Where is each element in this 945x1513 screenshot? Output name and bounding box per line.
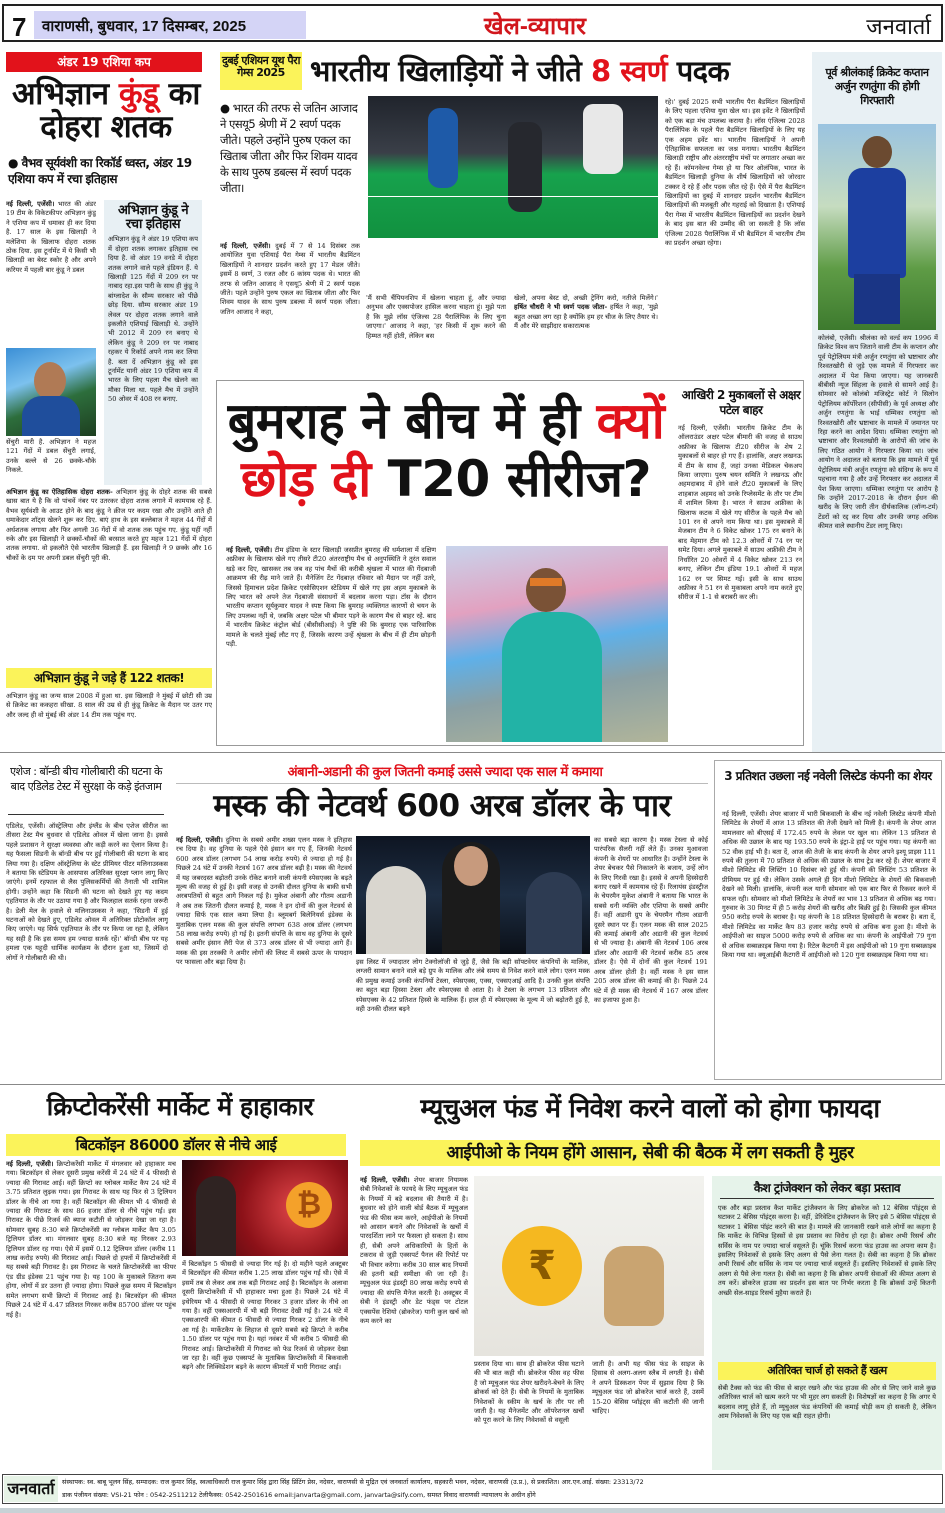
money-bag-icon (604, 1246, 664, 1326)
kundu-sidebar-body: अभिज्ञान कुंडू ने अंडर 19 एशिया कप में दोहरा शतक लगाकर इतिहास रच दिया है. वो अंडर 19 वनडे में दोहरा शतक लगाने वाले पहले इंडियन हैं. ये खिलाड़ी 125 गेंदों में 209 रन पर नाबाद रहा.इस पारी के साथ ही कुंडू ने बांग्लादेश के सौम्य सरकार को पीछे छोड़ दिया. सौम्य सरकार अंडर 19 लेवल पर दोहरा शतक लगाने वाले इकलौते एशियाई खिलाड़ी थे. उन्होंने भी 2012 में 209 रन बनाए थे लेकिन कुंडू ने 209 रन पर नाबाद रहकर ये रिकॉर्ड अपने नाम कर लिया है. बता दें अभिज्ञान कुंडू को इस टूर्नामेंट यानी अंडर 19 एशिया कप में भारत के लिए पहला मैच खेलने का मौका मिला था. पहले मैच में उन्होंने 50 ओवर में 408 रन बनाए. (108, 235, 198, 404)
mf-photo (474, 1176, 704, 1356)
mf-box-body: एक और बड़ा प्रस्ताव कैश मार्केट ट्रांजैक्शन के लिए ब्रोकरेज को 12 बेसिस पॉइंट्स से घटाकर 2 बेसिस पॉइंट्स करना है। वहीं, डेरिवेटिव ट्रांजैक्शन के लिए इसे 5 बेसिस पॉइंट्स से घटाकर 1 बेसिस पॉइंट करने की बात है। मामले की जानकारी रखने वाले लोगों का कहना है कि मार्केट के विभिन्न हिस्सों से इस प्रस्ताव का विरोध हो रहा है। ब्रोकर अभी रिसर्च और सर्विस के नाम पर ज्यादा चार्ज वसूलते हैं। चूंकि रिसर्च करना फंड हाउस का अपना काम है। इसलिए निवेशकों से इसके लिए अलग से पैसे लेना गलत है। सेबी का कहना है कि ब्रोकर अभी रिसर्च और सर्विस के नाम पर ज्यादा चार्ज वसूलते हैं। इसलिए निवेशकों से इसके लिए अलग से पैसे लेना गलत है। सेबी का कहना है कि ब्रोकर अपनी सेवाओं की कीमत अलग से तय करें। ब्रोकरेज हाउस का प्रदर्शन इस बात पर निर्भर करता है कि ब्रोकर्स उन्हें कितनी अच्छी सेल-साइड रिसर्च मुहैया कराते हैं। (718, 1204, 936, 1297)
musk-photo (356, 836, 590, 954)
mf-box-title: कैश ट्रांजेक्शन को लेकर बड़ा प्रस्ताव (753, 1181, 901, 1195)
kundu-sidebar (104, 200, 202, 485)
paper-name: जनवार्ता (866, 14, 931, 39)
para-bullet: ● भारत की तरफ से जतिन आजाद ने एसयू5 श्रेणी में 2 स्वर्ण पदक जीते। पहले उन्होंने पुरुष एकल का खिताब जीता और फिर शिवम यादव के साथ पुरुष डबल्स में स्वर्ण पदक जीता। (220, 101, 358, 195)
footer-logo: जनवार्ता (4, 1476, 58, 1502)
ranatunga-body: कोलंबो, एजेंसी। श्रीलंका को वर्ल्ड कप 1996 में क्रिकेट विश्व कप जिताने वाली टीम के कप्तान और पूर्व पेट्रोलियम मंत्री अर्जुन रणतुंगा को भ्रष्टाचार और रिश्वतखोरी से जुड़े एक मामले में गिरफ्तार कर अदालत में पेश किया जाएगा। यह जानकारी बीबीसी न्यूज सिंहला के हवाले से सामने आई है। सोमवार को कोलंबो मजिस्ट्रेट कोर्ट ने सिलोन पेट्रोलियम कॉर्पोरेशन (सीपीसी) के पूर्व अध्यक्ष और अर्जुन रणतुंगा के भाई धम्मिका रणतुंगा को रिश्वतखोरी और भ्रष्टाचार के मामले में जमानत पर रिहा करने का आदेश दिया। धम्मिका रणतुंगा को भ्रष्टाचार और रिश्वतखोरी के आरोपों की जांच के लिए गठित आयोग ने गिरफ्तार किया था। जांच आयोग ने अदालत को बताया कि इस मामले में पूर्व पेट्रोलियम मंत्री अर्जुन रणतुंगा को संदिग्ध के रूप में पहचाना गया है और उन्हें गिरफ्तार कर अदालत में पेश किया जाएगा। धम्मिका रणतुंगा पर आरोप है कि उन्होंने 2017-2018 के दौरान ईंधन की खरीद के लिए जारी तीन दीर्घकालिक (लॉन्ग-टर्म) टेंडरों को रद्द कर दिया और उनकी जगह अधिक कीमत वाले स्थानीय टेंडर लागू किए। (818, 334, 938, 531)
footer-line-2: डाक पंजीयन संख्या: VSI-21 फोन : 0542-2511212 टेलीफैक्स: 0542-2501616 email:janvarta@gmail.com, janvarta@sify.com, समस्त विवाद वाराणसी न्यायालय के अधीन होंगे (62, 1491, 536, 1499)
ranatunga-headline: पूर्व श्रीलंकाई क्रिकेट कप्तान अर्जुन रणतुंगा की होगी गिरफ्तारी (825, 66, 929, 107)
musk-kicker: अंबानी-अडानी की कुल जितनी कमाई उससे ज्यादा एक साल में कमाया (287, 765, 603, 780)
axar-body: नई दिल्ली, एजेंसी। भारतीय क्रिकेट टीम के ऑलराउंडर अक्षर पटेल बीमारी की वजह से साउथ अफ्रीका के खिलाफ टी20 सीरीज के शेष 2 मुकाबलों से बाहर हो गए हैं। हालांकि, अक्षर लखनऊ में टीम के साथ हैं, जहां उनका मेडिकल चेकअप किया जाएगा। पुरुष चयन समिति ने लखनऊ और अहमदाबाद में होने वाले टी20 मुकाबलों के लिए शाहबाज अहमद को उनके रिप्लेसमेंट के तौर पर टीम में शामिल किया है। भारत ने साउथ अफ्रीका के खिलाफ कटक में खेले गए सीरीज के पहले मैच को 101 रन से अपने नाम किया था। इस मुकाबले में मेजबान टीम ने 6 विकेट खोकर 175 रन बनाने के बाद मेहमान टीम को 12.3 ओवरों में 74 रन पर समेट दिया। अगले मुकाबले में साउथ अफ्रीकी टीम ने निर्धारित 20 ओवरों में 4 विकेट खोकर 213 रन बनाए, लेकिन टीम इंडिया 19.1 ओवरों में महज 162 रन पर सिमट गई। इसी के साथ साउथ अफ्रीका ने 51 रन से मुकाबला अपने नाम करते हुए सीरीज में 1-1 से बराबरी कर ली। (678, 424, 802, 602)
mf-body-3: जाती है। अभी यह फीस फंड के साइज के हिसाब से अलग-अलग स्लैब में लगती है। सेबी ने अपने डिस्कशन पेपर में सुझाव दिया है कि म्यूचुअल फंड जो ब्रोकरेज चार्ज करते हैं, उसमें 15-20 बेसिस प्वॉइंट्स की कटौती की जानी चाहिए। (592, 1360, 704, 1416)
kundu-box-title: अभिज्ञान कुंडू ने जड़े हैं 122 शतक! (6, 668, 212, 688)
musk-body-3: का सबसे बड़ा कारण है। मस्क टेस्ला से कोई पारंपरिक सैलरी नहीं लेते हैं। उनका मुआवजा कंपनी के शेयरों पर आधारित है। उन्होंने टेस्ला के शेयर बेचकर पैसे निकालने के बजाय, उन्हें लोन के लिए गिरवी रखा है। इससे वे अपनी हिस्सेदारी बनाए रखने में कामयाब रहे हैं। रिलायंस इंडस्ट्रीज के चेयरमैन मुकेश अंबानी ने बताया कि भारत के सबसे धनी व्यक्ति और एशिया के सबसे अमीर हैं। वहीं अडानी ग्रुप के चेयरमैन गौतम अडानी दूसरे स्थान पर हैं। एलन मस्क की साल 2025 की कमाई अंबानी और अडानी की कुल नेटवर्थ से भी ज्यादा है। अंबानी की नेटवर्थ 106 अरब डॉलर और अडानी की नेटवर्थ करीब 85 अरब डॉलर है। ऐसे में दोनों की कुल नेटवर्थ 191 अरब डॉलर होती है। वहीं मस्क ने इस साल 205 अरब डॉलर की कमाई की है। पिछले 24 घंटे में ही मस्क की नेटवर्थ में 167 अरब डॉलर का इजाफा हुआ है। (594, 836, 708, 1004)
kundu-body-3: अभिज्ञान कुंडू का ऐतिहासिक दोहरा शतक- अभिज्ञान कुंडू के दोहरे शतक की सबसे खास बात ये है कि वो पांचवें नंबर पर उतरकर दोहरा शतक लगाने में कामयाब रहे हैं. वैभव सूर्यवंशी के आउट होने के बाद कुंडू ने क्रीज पर कदम रखा और उन्होंने आते ही धमाकेदार शॉट्स खेलने शुरू कर दिए. बाएं हाथ के इस बल्लेबाज ने महज 44 गेंदों में अर्धशतक लगाया और फिर अगली 36 गेंदों में वो शतक तक पहुंच गए. कुंडू यहीं नहीं रुके और इस खिलाड़ी ने छक्कों-चौकों की बरसात करते हुए महज 121 गेंदों में दोहरा शतक लगाया. वो इकलौते ऐसे भारतीय खिलाड़ी हैं. इस खिलाड़ी ने 9 छक्के और 16 चौकों के दम पर अपनी डबल सेंचुरी पूरी की. (6, 488, 212, 562)
crypto-body-1: नई दिल्ली, एजेंसी। क्रिप्टोकरेंसी मार्केट में मंगलवार को हाहाकार मच गया। बिटकॉइन से लेकर दूसरी प्रमुख करेंसी में 24 घंटे में 4 फीसदी से ज्यादा की गिरावट आई। वहीं क्रिप्टो का ग्लोबल मार्केट कैप 24 घंटे में 3.75 प्रतिशत लुढ़क गया। इस गिरावट के साथ यह फिर से 3 ट्रिलियन डॉलर के नीचे आ गया है। वहीं बिटकॉइन की कीमत भी 4 फीसदी से ज्यादा की गिरावट के साथ 86 हजार डॉलर से नीचे पहुंच गई। इस गिरावट के पीछे रिजर्व की ब्याज कटौती से जोड़कर देखा जा रहा है। सोमवार सुबह 8:30 बजे क्रिप्टोकरेंसी का ग्लोबल मार्केट कैप 3.05 ट्रिलियन डॉलर था। मंगलवार सुबह 8:30 बजे यह गिरकर 2.93 ट्रिलियन डॉलर रह गया। ऐसे में इसमें 0.12 ट्रिलियन डॉलर (करीब 11 लाख करोड़ रुपये) की गिरावट आई। पिछले दो हफ्तों में क्रिप्टोकरेंसी में यह सबसे बड़ी गिरावट है। इस गिरावट के चलते क्रिप्टोकरेंसी का फीयर एंड ग्रीड इंडेक्स 21 पहुंच गया है। यह 100 के मुकाबले जितना कम होगा, लोगों में डर उतना ही ज्यादा होगा। पिछले कुछ समय में बिटकॉइन समेत लगभग सभी क्रिप्टो में गिरावट आई है। बिटकॉइन की कीमत पिछले 24 घंटे में 4.47 प्रतिशत गिरकर करीब 85700 डॉलर पर पहुंच गई है। (6, 1160, 176, 1319)
bumrah-photo (446, 546, 668, 742)
para-kicker: दुबई एशियन यूथ पैरा गेम्स 2025 (220, 52, 302, 90)
section-divider-2 (0, 1084, 945, 1085)
rupee-coin-icon: ₹ (502, 1226, 582, 1306)
mf-body-1: नई दिल्ली, एजेंसी। शेयर बाजार नियामक सेबी निवेशकों के फायदे के लिए म्यूचुअल फंड के नियमों में बड़े बदलाव की तैयारी में है। बुधवार को होने वाली बोर्ड बैठक में म्यूचुअल फंड की फीस कम करने, आईपीओ के नियमों को आसान बनाने और निवेशकों के खर्चों में पारदर्शिता लाने पर फैसला हो सकता है। साथ ही, सेबी अपने अधिकारियों के हितों के टकराव से जुड़ी एक्सपर्ट पैनल की रिपोर्ट पर भी विचार करेगा। करीब 30 साल बाद नियमों की इतनी बड़ी समीक्षा की जा रही है। म्यूचुअल फंड इंडस्ट्री 80 लाख करोड़ रुपये से ज्यादा की संपत्ति मैनेज करती है। अक्टूबर में सेबी ने इंडस्ट्री और डेट फंड्स पर टोटल एक्सपेंस रेशियो (ब्रोकरेज) यानी कुल खर्च को कम करने का (360, 1176, 468, 1326)
kundu-sidebar-title: अभिज्ञान कुंडू ने रचा इतिहास (117, 203, 189, 232)
kundu-body-2: सेंचुरी मारी है. अभिज्ञान ने महज 121 गेंदों में डबल सेंचुरी लगाई, उनके बल्ले से 26 छक्के-चौके निकले. (6, 438, 96, 475)
mf-body-2: प्रस्ताव दिया था। साथ ही ब्रोकरेज फीस घटाने की भी बात कही थी। ब्रोकरेज फीस वह फीस है जो म्यूचुअल फंड शेयर खरीदने-बेचने के लिए ब्रोकर्स को देते हैं। सेबी के नियमों के मुताबिक निवेशकों के स्कीम के खर्च के तौर पर ली जाती है। यह मैनेजमेंट और ऑपरेशनल खर्चों को पूरा करने के लिए निवेशकों से वसूली (474, 1360, 584, 1425)
dateline: वाराणसी, बुधवार, 17 दिसम्बर, 2025 (34, 11, 306, 39)
ashes-headline: एशेज : बॉन्डी बीच गोलीबारी की घटना के बाद एडिलेड टेस्ट में सुरक्षा के कड़े इंतजाम (10, 765, 162, 793)
ranatunga-photo (818, 124, 936, 330)
bumrah-headline: बुमराह ने बीच में ही क्यों छोड़ दी T20 सीरीज? (227, 392, 665, 508)
mf-box-rule (720, 1198, 934, 1199)
crypto-subhead: बिटकॉइन 86000 डॉलर से नीचे आई (6, 1134, 346, 1156)
page-number: 7 (12, 12, 27, 42)
musk-body-1: नई दिल्ली, एजेंसी। दुनिया के सबसे अमीर शख्स एलन मस्क ने इतिहास रच दिया है। वह दुनिया के पहले ऐसे इंसान बन गए हैं, जिनकी नेटवर्थ 600 अरब डॉलर (लगभग 54 लाख करोड़ रुपये) से ज्यादा हो गई है। पिछले 24 घंटे में उनकी नेटवर्थ 167 अरब डॉलर बढ़ी है। मस्क की नेटवर्थ में यह जबरदस्त बढ़ोतरी उनके रॉकेट बनाने वाली कंपनी स्पेसएक्स के बढ़ते मूल्य की वजह से हुई है। इसी वजह से उनकी दौलत दुनिया के बाकी सभी अरबपतियों से बहुत आगे निकल गई है। मुकेश अंबानी और गौतम अडानी ने अब तक जितनी दौलत कमाई है, मस्क ने इन दोनों की कुल नेटवर्थ से ज्यादा सिर्फ एक साल कमा लिया है। ब्लूमबर्ग बिलेनियर्स इंडेक्स के मुताबिक एलन मस्क की कुल संपत्ति लगभग 638 अरब डॉलर (लगभग 58 लाख करोड़ रुपये) हो गई है। इतनी संपत्ति के साथ वह दुनिया के दूसरे सबसे अमीर इंसान लैरी पेज से 373 अरब डॉलर से भी ज्यादा आगे हैं। मस्क की इस तरक्की ने अमीर लोगों की लिस्ट में सबसे ऊपर के पायदान पर फासला और बढ़ा दिया है। (176, 836, 352, 967)
ashes-rule (8, 814, 164, 815)
masthead (2, 4, 943, 42)
para-body-2: 'मैं सभी चैंपियनशिप में खेलना चाहता हूं, और ज्यादा अनुभव और एक्सपोजर हासिल करना चाहता हूं। मुझे पता है कि मुझे लॉस एंजिल्स 28 पैरालिंपिक के लिए चुना जाएगा।' आजाद ने कहा, 'हर किसी में शुरू करने की हिम्मत नहीं होती, लेकिन बस (366, 294, 506, 340)
kundu-box-body: अभिज्ञान कुंडू का जन्म साल 2008 में हुआ था. इस खिलाड़ी ने मुंबई में छोटी सी उम्र से क्रिकेट का ककहरा सीखा. 8 साल की उम्र से ही कुंडू क्रिकेट के मैदान पर उतर गए और जल्द ही वो मुंबई की अंडर 14 टीम तक पहुंच गए. (6, 692, 212, 719)
musk-kicker-rule (176, 783, 708, 784)
para-body-4: रहे।' दुबई 2025 सभी भारतीय पैरा बैडमिंटन खिलाड़ियों के लिए पहला एशिया युवा खेल था। इस इवेंट ने खिलाड़ियों को एक बड़ा मंच उपलब्ध कराया है। लॉस एंजिल्स 2028 पैरालिंपिक के पहले पैरा बैडमिंटन खिलाड़ियों के लिए यह एक अहम इवेंट था। भारतीय खिलाड़ियों ने अपनी ऐतिहासिक सफलता का जश्न मनाया। भारतीय बैडमिंटन खिलाड़ी राष्ट्रीय और अंतरराष्ट्रीय मंचों पर लगातार अच्छा कर रहे हैं। कॉमनवेल्थ गेम्स हो या फिर ओलंपिक, भारत के बैडमिंटन खिलाड़ी दुनिया के शीर्ष खिलाड़ियों को जोरदार टक्कर दे रहे हैं और पदक जीत रहे हैं। ऐसे में पैरा बैडमिंटन खिलाड़ियों का दुबई में शानदार प्रदर्शन भारतीय बैडमिंटन खिलाड़ियों की मजबूती और गहराई को दिखाता है। एशियाई पैरा गेम्स में भारतीय बैडमिंटन खिलाड़ियों का प्रदर्शन देखने के बाद इस बात की उम्मीद की जा सकती है कि लॉस एंजिल्स 2028 पैरालिंपिक में भी बैडमिंटन में भारतीय टीम का प्रदर्शन अच्छा रहेगा। (665, 98, 805, 248)
listed-body: नई दिल्ली, एजेंसी। शेयर बाजार में भारी बिकवाली के बीच नई नवेली लिस्टेड कंपनी मीशो लिमिटेड के शेयरों में आज 13 प्रतिशत की तेजी देखने को मिली है। कंपनी के शेयर आज मामलवार को बीएसई में 172.45 रुपये के लेवल पर खुल था। लेकिन 13 प्रतिशत से अधिक की उछाल के बाद यह 193.50 रुपये के इंट्रा-डे हाई पर पहुंच गया। यह कंपनी का 52 वीक हाई भी है। बता दें, आज की तेजी के बाद कंपनी के शेयर अपने इश्यू प्राइस 111 रुपये की तुलना में 70 प्रतिशत से अधिक की उछाल के साथ ट्रेड कर रहे हैं। शेयर बाजार में मीशो लिमिटेड की लिस्टिंग 10 दिसंबर को हुई थी। कंपनी की लिस्टिंग 53 प्रतिशत के प्रीमियम पर हुई थी। लेकिन उसके अगले ही दिन मीशो लिमिटेड के शेयरों की बिकवाली देखने को मिली। हालांकि, कंपनी कल यानी सोमवार को एक बार फिर से रिकवर करने में सफल रही। सोमवार को मीशो लिमिटेड के शेयरों का भाव 13 प्रतिशत से अधिक बढ़ गया। गुरुवार के 30 मिनट में ही 5 करोड़ शेयरों की खरीद और बिक्री हुई है। जिसकी कुल कीमत 950 करोड़ रुपये के बराबर है। यह कंपनी के 18 प्रतिशत हिस्सेदारी के बराबर है। बता दें, मीशो लिमिटेड का मार्केट कैप 83 हजार करोड़ रुपये से अधिक बना हुआ है। मीशो के आईपीओ का साइज 5000 करोड़ रुपये से अधिक का था। कंपनी के आईपीओ 79 गुना से अधिक सब्सक्राइब किया गया है। रिटेल कैटगरी में इस आईपीओ को 19 गुना सब्सक्राइब किया गया था। क्यूआईबी कैटगरी में आईपीओ को 120 गुना सब्सक्राइब किया गया था। (722, 810, 936, 960)
ashes-body: एडिलेड, एजेंसी। ऑस्ट्रेलिया और इंग्लैंड के बीच एशेज सीरीज का तीसरा टेस्ट मैच बुधवार से एडिलेड ओवल में खेला जाना है। इससे पहले प्रशासन ने सुरक्षा व्यवस्था और कड़ी करने का ऐलान किया है। यह फैसला सिडनी के बॉन्डी बीच पर हुई गोलीबारी की घटना के बाद लिया गया है। दक्षिण ऑस्ट्रेलिया के स्टेट प्रीमियर पीटर मलिनाउस्कस ने बताया कि स्टेडियम के आसपास अतिरिक्त सुरक्षा प्लान लागू किए जाएंगे। इनमें रहफाल से लैस पुलिसकर्मियों की तैनाती भी शामिल होगी। उन्होंने कहा कि सिडनी की घटना को देखते हुए यह कदम एहतियात के तौर पर उठाया गया है और फिलहाल सतर्क रहना जरूरी है। डेली मेल के हवाले से मलिनाउस्कस ने कहा, 'सिडनी में हुई घटनाओं को देखते हुए, एडिलेड ओवल में अतिरिक्त प्रोटोकॉल लागू किए जाएंगे। यह सिर्फ एहतियात के तौर पर किया जा रहा है, लेकिन यह सही है कि इस समय हम ज्यादा सतर्क रहें।' बॉन्डी बीच पर यह हमला एक यहूदी धार्मिक कार्यक्रम के दौरान हुआ था, जिसमें दो लोगों ने गोलीबारी की थी। (6, 822, 168, 962)
musk-body-2: इस लिस्ट में ज्यादातर लोग टेक्नोलॉजी से जुड़े हैं, जैसे कि बड़ी सॉफ्टवेयर कंपनियों के मालिक, लग्जरी सामान बनाने वाले बड़े ग्रुप के मालिक और लंबे समय से निवेश करने वाले लोग। एलन मस्क की प्रमुख कमाई उनकी कंपनियों टेस्ला, स्पेसएक्स, एक्स, एक्सएआई आदि है। उनकी कुल संपत्ति का बहुत बड़ा हिस्सा टेस्ला और स्पेसएक्स से आता है। वे टेस्ला के लगभग 13 प्रतिशत और स्पेसएक्स के 42 प्रतिशत हिस्से के मालिक हैं। हाल ही में स्पेसएक्स के मूल्य में जो बढ़ोतरी हुई है, वही उनकी दौलत बढ़ने (356, 958, 590, 1014)
crypto-headline: क्रिप्टोकरेंसी मार्केट में हाहाकार (46, 1092, 314, 1121)
section-divider (0, 752, 945, 753)
kundu-kicker: अंडर 19 एशिया कप (6, 52, 202, 72)
mf-headline: म्यूचुअल फंड में निवेश करने वालों को होगा फायदा (420, 1094, 880, 1124)
mf-subhead: आईपीओ के नियम होंगे आसान, सेबी की बैठक में लग सकती है मुहर (360, 1140, 940, 1166)
print-strip (0, 1508, 945, 1513)
para-headline: भारतीय खिलाड़ियों ने जीते 8 स्वर्ण पदक (310, 54, 730, 88)
axar-headline: आखिरी 2 मुकाबलों से अक्षर पटेल बाहर (681, 388, 801, 417)
section-title: खेल-व्यापार (484, 13, 586, 40)
para-body-3: खेलो, अपना बेस्ट दो, अच्छी ट्रेनिंग करो, नतीजे मिलेंगे।' हर्षित चौधरी ने भी स्वर्ण पदक जीता- हर्षित ने कहा, 'मुझे बहुत अच्छा लग रहा है क्योंकि हम हर चीज के लिए तैयार थे। मैं और मेरे साझीदार सकारात्मक (514, 294, 658, 331)
mf-box2-title: अतिरिक्त चार्ज हो सकते हैं खत्म (718, 1362, 936, 1380)
mf-box2-body: सेबी टैक्स को फंड की फीस से बाहर रखने और फंड हाउस की ओर से लिए जाने वाले कुछ अतिरिक्त चार्ज को खत्म करने पर भी मुहर लग सकती है। विशेषज्ञों का कहना है कि अगर ये बदलाव लागू होते हैं, तो म्यूचुअल फंड कंपनियों की कमाई थोड़ी कम हो सकती है, लेकिन आम निवेशकों के लिए यह एक बड़ी राहत होगी। (718, 1384, 936, 1421)
kundu-photo (6, 348, 96, 436)
kundu-bullet: ● वैभव सूर्यवंशी का रिकॉर्ड ध्वस्त, अंडर 19 एशिया कप में रचा इतिहास (8, 156, 192, 186)
bumrah-body: नई दिल्ली, एजेंसी। टीम इंडिया के स्टार खिलाड़ी जसप्रीत बुमराह की धर्मशाला में दक्षिण अफ्रीका के खिलाफ खेले गए तीसरे टी20 अंतरराष्ट्रीय मैच से अनुपस्थिति ने तुरंत सवाल खड़े कर दिए, खासकर तब जब वह पांच मैचों की करीबी श्रृंखला में भारत की गेंदबाजी आक्रमण की रीढ़ माने जाते हैं। मैनेजिंग टेंट गेंदबाज़ रविवार को मैदान पर नहीं उतरे, जिससे हिमाचल प्रदेश क्रिकेट एसोसिएशन स्टेडियम में खेले गए इस अहम मुकाबले के लिए भारत को अपने तेज गेंदबाजी संसाधनों में बदलाव करना पड़ा। टॉस के दौरान भारतीय कप्तान सूर्यकुमार यादव ने स्पष्ट किया कि बुमराह व्यक्तिगत कारणों से चयन के लिए उपलब्ध नहीं थे, जबकि अक्षर पटेल भी बीमार पड़ने के कारण मैच से बाहर रहे. बाद में भारतीय क्रिकेट कंट्रोल बोर्ड (बीसीसीआई) ने पुष्टि की कि बुमराह एक पारिवारिक मामले के चलते मुंबई लौट गए हैं, जिसके कारण उन्हें श्रृंखला के बीच में ही टीम छोड़नी पड़ी. (226, 546, 436, 649)
para-body-1: नई दिल्ली, एजेंसी। दुबई में 7 से 14 दिसंबर तक आयोजित युवा एशियाई पैरा गेम्स में भारतीय बैडमिंटन खिलाड़ियों ने शानदार प्रदर्शन करते हुए 17 मेडल जीते। इसमें 8 स्वर्ण, 3 रजत और 6 कांस्य पदक थे। भारत की तरफ से जतिन आजाद ने एसयू5 श्रेणी में 2 स्वर्ण पदक जीते। पहले उन्होंने पुरुष एकल का खिताब जीता और फिर शिवम यादव के साथ पुरुष डबल्स में स्वर्ण पदक जीता। जतिन आजाद ने कहा, (220, 242, 360, 316)
listed-headline: 3 प्रतिशत उछला नई नवेली लिस्टेड कंपनी का शेयर (724, 769, 932, 783)
kundu-body-1: नई दिल्ली, एजेंसी। भारत की अंडर 19 टीम के विकेटकीपर अभिज्ञान कुंडू ने एशिया कप में धमाका ही कर दिया है. 17 साल के इस खिलाड़ी ने मलेशिया के खिलाफ दोहरा शतक ठोक दिया. इस टूर्नामेंट में ये किसी भी खिलाड़ी का बेस्ट स्कोर है और अपने करियर में पहली बार कुंडू ने डबल (6, 200, 96, 274)
para-photo (368, 96, 658, 238)
footer-line-1: संस्थापक: स्व. बाबू भूलन सिंह, सम्पादक: राज कुमार सिंह, स्वत्वाधिकारी राज कुमार सिंह द्वारा सिंह प्रिंटिंग प्रेस, नदेसर, वाराणसी से मुद्रित एवं जनवार्ता कार्यालय, सहकारी भवन, नदेसर, वाराणसी (उ.प्र.), से प्रकाशित। आर.एन.आई. संख्या: 23313/72 (62, 1478, 644, 1486)
bitcoin-icon: ₿ (286, 1182, 332, 1228)
kundu-headline: अभिज्ञान कुंडू का दोहरा शतक (12, 76, 200, 145)
crypto-body-2: में बिटकॉइन 5 फीसदी से ज्यादा गिर गई है। दो महीने पहले अक्टूबर में बिटकॉइन की कीमत करीब 1.25 लाख डॉलर पहुंच गई थी। ऐसे में इसमें तब से लेकर अब तक बड़ी गिरावट आई है। बिटकॉइन के अलावा दूसरी क्रिप्टोकरेंसी में भी हाहाकार मचा हुआ है। पिछले 24 घंटे में इथेरियम भी 4 फीसदी से ज्यादा गिरकर 3 हजार डॉलर के नीचे आ गया है। वहीं एक्सआरपी में भी बड़ी गिरावट देखी गई है। 24 घंटे में एक्सआरपी की कीमत 6 फीसदी से ज्यादा गिरकर 2 डॉलर के नीचे आ गई है। मार्केटकैप के लिहाज से दूसरे सबसे बड़े क्रिप्टो ने करीब 1.50 डॉलर पर पहुंच गया है। यहां नवंबर में भी करीब 5 फीसदी की गिरावट आई। क्रिप्टोकरेंसी में गिरावट को फेड रिजर्व से जोड़कर देखा जा रहा है। वहीं कुछ एक्सपर्ट के मुताबिक क्रिप्टोकरेंसी में बिकवाली बढ़ने और लिक्विडेशन बढ़ने के कारण कीमतों में भारी गिरावट आई। (182, 1260, 348, 1372)
musk-headline: मस्क की नेटवर्थ 600 अरब डॉलर के पार (213, 788, 671, 824)
crypto-photo (182, 1160, 348, 1256)
